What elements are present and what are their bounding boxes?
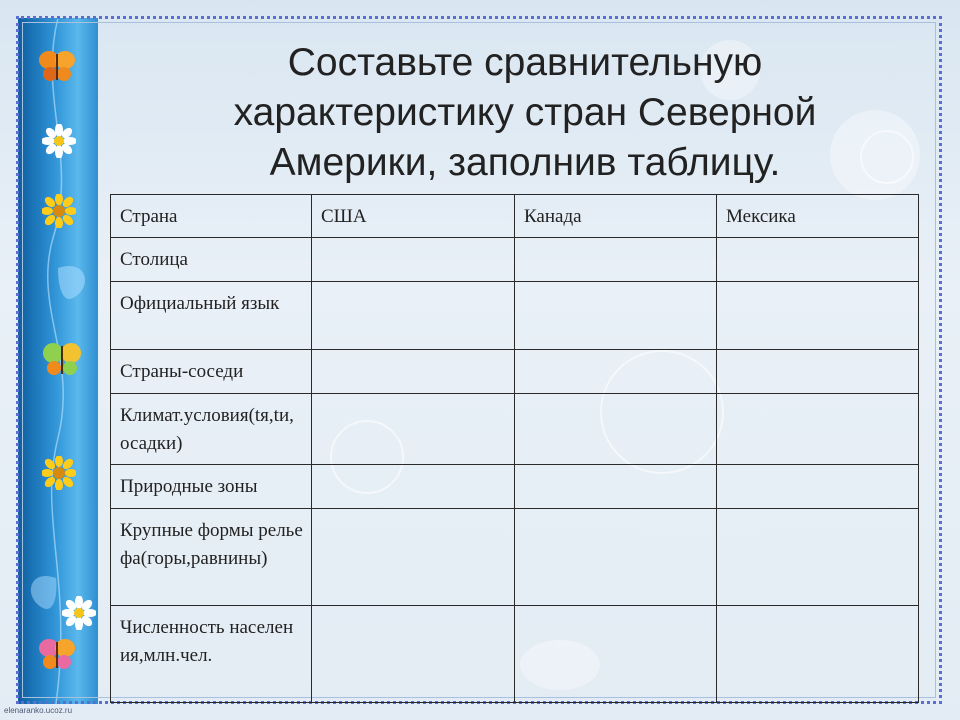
table-cell[interactable] xyxy=(515,350,717,394)
table-row xyxy=(111,282,919,350)
table-row xyxy=(111,238,919,282)
table-cell[interactable] xyxy=(717,509,919,606)
header-cell: США xyxy=(312,195,515,238)
sunflower-icon xyxy=(42,194,76,228)
daisy-icon xyxy=(62,596,96,630)
table-cell[interactable] xyxy=(312,606,515,703)
row-label: Численность населения,млн.чел. xyxy=(111,606,312,703)
table-cell[interactable] xyxy=(515,606,717,703)
header-cell: Мексика xyxy=(717,195,919,238)
row-label: Природные зоны xyxy=(111,465,312,509)
table-cell[interactable] xyxy=(515,394,717,465)
table-row xyxy=(111,394,919,465)
row-label: Крупные формы рельефа(горы,равнины) xyxy=(111,509,312,606)
comparison-table xyxy=(110,194,919,703)
table-cell[interactable] xyxy=(312,282,515,350)
table-cell[interactable] xyxy=(717,282,919,350)
row-label: Столица xyxy=(111,238,312,282)
footer-url: elenaranko.ucoz.ru xyxy=(4,706,73,715)
table-cell[interactable] xyxy=(312,509,515,606)
table-cell[interactable] xyxy=(312,465,515,509)
table-header-row xyxy=(111,195,919,238)
table-cell[interactable] xyxy=(717,394,919,465)
table-row xyxy=(111,350,919,394)
table-cell[interactable] xyxy=(515,282,717,350)
header-cell: Страна xyxy=(111,195,312,238)
table-cell[interactable] xyxy=(515,238,717,282)
header-cell: Канада xyxy=(515,195,717,238)
table-row xyxy=(111,509,919,606)
sunflower-icon xyxy=(42,456,76,490)
daisy-icon xyxy=(42,124,76,158)
decorative-strip xyxy=(18,18,98,704)
table-cell[interactable] xyxy=(312,238,515,282)
butterfly-icon xyxy=(38,636,76,672)
table-row xyxy=(111,606,919,703)
table-cell[interactable] xyxy=(515,509,717,606)
row-label: Климат.условия(tя,tи,осадки) xyxy=(111,394,312,465)
butterfly-icon xyxy=(42,340,82,378)
table-cell[interactable] xyxy=(717,238,919,282)
table-cell[interactable] xyxy=(312,394,515,465)
table-cell[interactable] xyxy=(717,606,919,703)
row-label: Страны-соседи xyxy=(111,350,312,394)
slide-title: Составьте сравнительную характеристику стран Северной Америки, заполнив таблицу. xyxy=(233,41,817,184)
row-label: Официальный язык xyxy=(111,282,312,350)
table-cell[interactable] xyxy=(717,350,919,394)
table-row xyxy=(111,465,919,509)
table-cell[interactable] xyxy=(312,350,515,394)
table-cell[interactable] xyxy=(717,465,919,509)
butterfly-icon xyxy=(38,48,76,84)
table-cell[interactable] xyxy=(515,465,717,509)
